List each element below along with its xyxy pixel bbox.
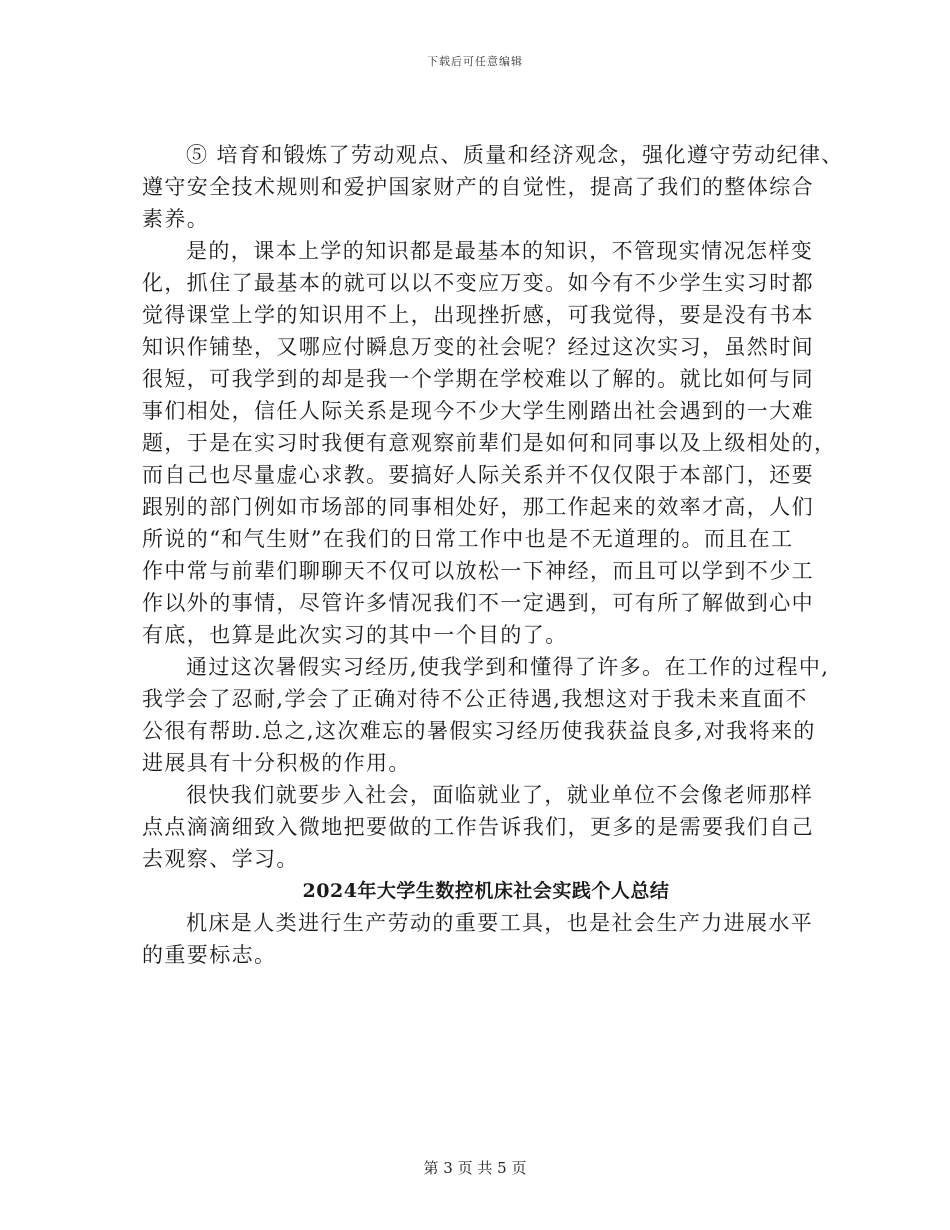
paragraph-line: 是的，课本上学的知识都是最基本的知识，不管现实情况怎样变 <box>186 239 814 263</box>
section-title: 2024年大学生数控机床社会实践个人总结 <box>302 880 670 902</box>
paragraph-line: 跟别的部门例如市场部的同事相处好，那工作起来的效率才高，人们 <box>142 495 814 519</box>
paragraph-line: 觉得课堂上学的知识用不上，出现挫折感，可我觉得，要是没有书本 <box>142 303 814 327</box>
paragraph-line: 化，抓住了最基本的就可以以不变应万变。如今有不少学生实习时都 <box>142 271 814 295</box>
paragraph-line: 而自己也尽量虚心求教。要搞好人际关系并不仅仅限于本部门，还要 <box>142 463 814 487</box>
paragraph-line: 的重要标志。 <box>142 943 277 967</box>
paragraph-line: 题，于是在实习时我便有意观察前辈们是如何和同事以及上级相处的， <box>142 431 837 455</box>
paragraph-line: 去观察、学习。 <box>142 847 299 871</box>
paragraph-line: 作以外的事情，尽管许多情况我们不一定遇到，可有所了解做到心中 <box>142 591 814 615</box>
paragraph-line: 通过这次暑假实习经历,使我学到和懂得了许多。在工作的过程中, <box>186 655 830 679</box>
header-note: 下载后可任意编辑 <box>427 55 523 68</box>
paragraph-line: 素养。 <box>142 207 210 231</box>
paragraph-line: 我学会了忍耐,学会了正确对待不公正待遇,我想这对于我未来直面不 <box>142 687 808 711</box>
page-number: 第 3 页 共 5 页 <box>423 1159 527 1177</box>
paragraph-line: 知识作铺垫，又哪应付瞬息万变的社会呢？经过这次实习，虽然时间 <box>142 335 814 359</box>
paragraph-line: 有底，也算是此次实习的其中一个目的了。 <box>142 623 568 647</box>
paragraph-line: 点点滴滴细致入微地把要做的工作告诉我们，更多的是需要我们自己 <box>142 815 814 839</box>
paragraph-line: 事们相处，信任人际关系是现今不少大学生刚踏出社会遇到的一大难 <box>142 399 814 423</box>
paragraph-line: 所说的“和气生财”在我们的日常工作中也是不无道理的。而且在工 <box>142 527 794 551</box>
paragraph-line: 很快我们就要步入社会，面临就业了，就业单位不会像老师那样 <box>186 783 814 807</box>
paragraph-line: 遵守安全技术规则和爱护国家财产的自觉性，提高了我们的整体综合 <box>142 175 814 199</box>
paragraph-line: 进展具有十分积极的作用。 <box>142 751 411 775</box>
document-body <box>142 139 844 971</box>
paragraph-line: 很短，可我学到的却是我一个学期在学校难以了解的。就比如何与同 <box>142 367 814 391</box>
paragraph-line: 公很有帮助.总之,这次难忘的暑假实习经历使我获益良多,对我将来的 <box>142 719 816 743</box>
paragraph-line: 机床是人类进行生产劳动的重要工具，也是社会生产力进展水平 <box>186 911 814 935</box>
paragraph-line: 作中常与前辈们聊聊天不仅可以放松一下神经，而且可以学到不少工 <box>142 559 814 583</box>
paragraph-line: ⑤ 培育和锻炼了劳动观点、质量和经济观念，强化遵守劳动纪律、 <box>186 143 844 167</box>
